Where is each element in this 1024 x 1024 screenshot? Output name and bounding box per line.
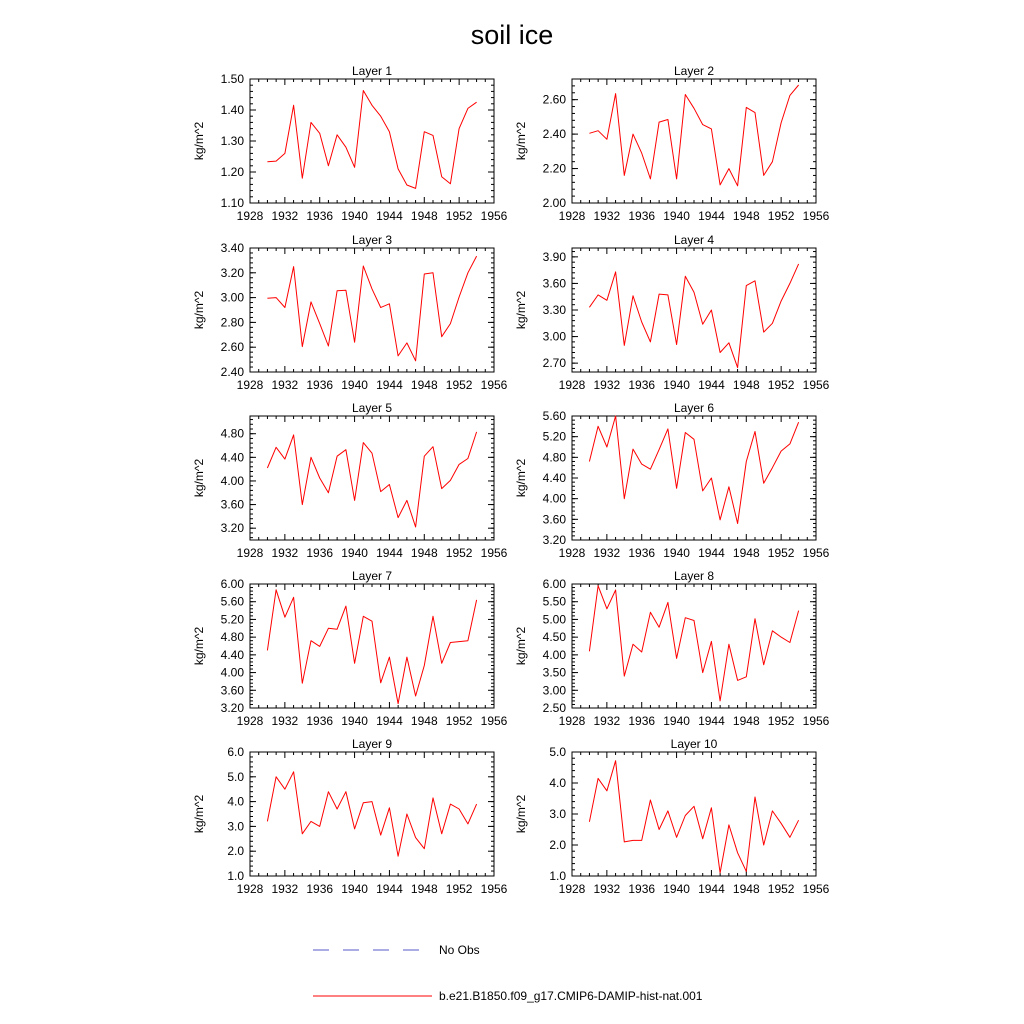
y-tick-label: 3.60	[220, 497, 244, 512]
x-tick-label: 1928	[236, 546, 264, 560]
y-tick-label: 2.20	[542, 161, 566, 176]
plot-frame	[250, 584, 494, 708]
y-tick-label: 4.00	[220, 665, 244, 680]
x-tick-label: 1956	[480, 209, 508, 223]
x-tick-label: 1948	[410, 882, 438, 896]
y-tick-label: 4.00	[542, 491, 566, 506]
x-tick-label: 1948	[732, 209, 760, 223]
y-tick-label: 4.00	[220, 473, 244, 488]
y-tick-label: 2.80	[220, 315, 244, 330]
series-line	[589, 264, 798, 368]
y-tick-label: 6.00	[220, 577, 244, 591]
x-tick-label: 1944	[376, 882, 403, 896]
y-tick-label: 3.00	[220, 290, 244, 305]
x-tick-label: 1932	[593, 714, 621, 728]
x-tick-label: 1936	[306, 714, 334, 728]
x-tick-label: 1936	[628, 546, 656, 560]
panel-title: Layer 9	[351, 737, 393, 751]
panel-title: Layer 7	[351, 569, 393, 583]
y-tick-label: 3.90	[542, 249, 566, 264]
x-tick-label: 1956	[802, 714, 830, 728]
y-axis-label: kg/m^2	[514, 290, 528, 330]
x-tick-label: 1952	[767, 378, 795, 392]
panel-layer-4	[514, 233, 830, 392]
y-tick-label: 2.60	[220, 340, 244, 355]
y-axis-label: kg/m^2	[192, 794, 206, 834]
y-tick-label: 4.40	[220, 450, 244, 465]
x-tick-label: 1936	[306, 378, 334, 392]
x-tick-label: 1956	[802, 882, 830, 896]
x-tick-label: 1932	[271, 378, 299, 392]
y-tick-label: 3.0	[549, 807, 566, 821]
y-tick-label: 2.50	[542, 701, 566, 715]
y-tick-label: 3.60	[220, 683, 244, 698]
x-tick-label: 1944	[698, 378, 725, 392]
x-tick-label: 1952	[445, 714, 473, 728]
x-tick-label: 1932	[593, 209, 621, 223]
y-axis-label: kg/m^2	[192, 626, 206, 666]
panel-layer-1	[192, 64, 508, 223]
y-tick-label: 3.00	[542, 683, 566, 698]
x-tick-label: 1952	[445, 546, 473, 560]
y-tick-label: 3.60	[542, 276, 566, 291]
y-tick-label: 3.20	[220, 265, 244, 280]
panel-title: Layer 10	[670, 737, 718, 751]
panel-title: Layer 5	[351, 401, 393, 415]
x-tick-label: 1940	[341, 882, 368, 896]
x-tick-label: 1952	[445, 209, 473, 223]
y-tick-label: 6.00	[542, 577, 566, 591]
y-tick-label: 4.40	[220, 647, 244, 662]
y-tick-label: 1.20	[220, 165, 244, 179]
plot-frame	[250, 248, 494, 372]
series-line	[267, 432, 476, 527]
x-tick-label: 1932	[271, 546, 299, 560]
x-tick-label: 1932	[593, 378, 621, 392]
x-tick-label: 1948	[732, 378, 760, 392]
x-tick-label: 1936	[306, 209, 334, 223]
x-tick-label: 1936	[628, 714, 656, 728]
panel-layer-2	[514, 64, 830, 223]
y-tick-label: 3.20	[220, 521, 244, 536]
x-tick-label: 1940	[663, 546, 690, 560]
series-line	[589, 586, 798, 701]
y-tick-label: 2.60	[542, 92, 566, 107]
x-tick-label: 1944	[698, 209, 725, 223]
legend-label-no-obs: No Obs	[439, 943, 480, 957]
plot-frame	[572, 248, 816, 372]
y-tick-label: 2.40	[542, 127, 566, 142]
x-tick-label: 1932	[593, 882, 621, 896]
panel-title: Layer 3	[351, 233, 393, 247]
y-axis-label: kg/m^2	[192, 290, 206, 330]
x-tick-label: 1928	[558, 882, 586, 896]
x-tick-label: 1956	[802, 546, 830, 560]
panel-title: Layer 6	[673, 401, 715, 415]
y-tick-label: 3.20	[220, 701, 244, 715]
plot-frame	[572, 416, 816, 540]
y-tick-label: 5.00	[542, 612, 566, 627]
y-tick-label: 3.20	[542, 533, 566, 547]
y-tick-label: 2.0	[549, 838, 566, 852]
x-tick-label: 1928	[236, 714, 264, 728]
y-tick-label: 5.20	[542, 429, 566, 444]
x-tick-label: 1952	[767, 882, 795, 896]
x-tick-label: 1936	[306, 546, 334, 560]
y-axis-label: kg/m^2	[192, 458, 206, 498]
y-tick-label: 4.50	[542, 630, 566, 645]
y-tick-label: 2.0	[227, 844, 244, 859]
x-tick-label: 1928	[236, 378, 264, 392]
x-tick-label: 1932	[593, 546, 621, 560]
y-tick-label: 3.30	[542, 303, 566, 317]
y-tick-label: 4.40	[542, 471, 566, 485]
series-line	[267, 91, 476, 189]
x-tick-label: 1928	[558, 546, 586, 560]
y-tick-label: 3.60	[542, 512, 566, 527]
plot-frame	[572, 584, 816, 708]
plot-frame	[250, 416, 494, 540]
panel-layer-9	[192, 737, 508, 896]
x-tick-label: 1944	[376, 209, 403, 223]
x-tick-label: 1948	[410, 209, 438, 223]
y-axis-label: kg/m^2	[514, 458, 528, 498]
x-tick-label: 1936	[306, 882, 334, 896]
x-tick-label: 1952	[445, 882, 473, 896]
x-tick-label: 1944	[376, 378, 403, 392]
y-tick-label: 3.40	[220, 241, 244, 255]
x-tick-label: 1956	[802, 378, 830, 392]
figure-title: soil ice	[470, 20, 554, 50]
y-tick-label: 1.40	[220, 103, 244, 117]
panel-layer-7	[192, 569, 508, 728]
x-tick-label: 1944	[698, 546, 725, 560]
y-tick-label: 5.50	[542, 594, 566, 609]
x-tick-label: 1948	[732, 882, 760, 896]
x-tick-label: 1940	[663, 209, 690, 223]
panel-title: Layer 1	[351, 64, 393, 78]
y-tick-label: 2.40	[220, 365, 244, 379]
y-tick-label: 1.0	[227, 869, 244, 883]
y-axis-label: kg/m^2	[514, 121, 528, 161]
panel-layer-3	[192, 233, 508, 392]
x-tick-label: 1948	[410, 378, 438, 392]
y-tick-label: 2.70	[542, 356, 566, 371]
panel-layer-5	[192, 401, 508, 560]
x-tick-label: 1932	[271, 209, 299, 223]
series-line	[267, 256, 476, 361]
x-tick-label: 1940	[663, 882, 690, 896]
x-tick-label: 1940	[341, 714, 368, 728]
y-tick-label: 5.0	[549, 745, 566, 759]
x-tick-label: 1928	[236, 209, 264, 223]
y-tick-label: 4.00	[542, 647, 566, 662]
y-axis-label: kg/m^2	[192, 121, 206, 161]
series-line	[589, 85, 798, 186]
y-axis-label: kg/m^2	[514, 626, 528, 666]
x-tick-label: 1928	[558, 378, 586, 392]
x-tick-label: 1932	[271, 882, 299, 896]
y-tick-label: 5.60	[542, 409, 566, 423]
x-tick-label: 1928	[558, 209, 586, 223]
legend-label-model-run: b.e21.B1850.f09_g17.CMIP6-DAMIP-hist-nat.001	[439, 989, 703, 1003]
panel-layer-8	[514, 569, 830, 728]
y-tick-label: 4.80	[220, 630, 244, 645]
plot-frame	[572, 79, 816, 203]
y-tick-label: 3.0	[227, 819, 244, 834]
x-tick-label: 1948	[732, 714, 760, 728]
y-axis-label: kg/m^2	[514, 794, 528, 834]
x-tick-label: 1952	[767, 209, 795, 223]
x-tick-label: 1944	[376, 546, 403, 560]
panel-grid	[192, 64, 830, 896]
x-tick-label: 1940	[341, 546, 368, 560]
x-tick-label: 1948	[410, 546, 438, 560]
panel-title: Layer 4	[673, 233, 715, 247]
x-tick-label: 1956	[480, 714, 508, 728]
series-line	[589, 416, 798, 524]
y-tick-label: 5.0	[227, 769, 244, 784]
x-tick-label: 1944	[698, 882, 725, 896]
x-tick-label: 1940	[341, 209, 368, 223]
x-tick-label: 1936	[628, 882, 656, 896]
y-tick-label: 4.0	[549, 776, 566, 790]
panel-layer-10	[514, 737, 830, 896]
panel-layer-6	[514, 401, 830, 560]
y-tick-label: 1.50	[220, 72, 244, 86]
series-line	[267, 772, 476, 856]
x-tick-label: 1944	[376, 714, 403, 728]
x-tick-label: 1956	[480, 882, 508, 896]
y-tick-label: 3.50	[542, 665, 566, 680]
y-tick-label: 4.80	[542, 450, 566, 465]
x-tick-label: 1936	[628, 209, 656, 223]
y-tick-label: 4.80	[220, 426, 244, 441]
y-tick-label: 5.20	[220, 612, 244, 627]
x-tick-label: 1932	[271, 714, 299, 728]
panel-title: Layer 8	[673, 569, 715, 583]
y-tick-label: 6.0	[227, 745, 244, 759]
y-tick-label: 4.0	[227, 794, 244, 809]
x-tick-label: 1956	[480, 378, 508, 392]
x-tick-label: 1928	[558, 714, 586, 728]
y-tick-label: 3.00	[542, 329, 566, 344]
plot-frame	[572, 752, 816, 876]
series-line	[267, 590, 476, 704]
legend	[313, 943, 703, 1003]
y-tick-label: 1.10	[220, 196, 244, 210]
x-tick-label: 1952	[445, 378, 473, 392]
y-tick-label: 1.30	[220, 134, 244, 148]
x-tick-label: 1956	[480, 546, 508, 560]
x-tick-label: 1928	[236, 882, 264, 896]
x-tick-label: 1956	[802, 209, 830, 223]
series-line	[589, 761, 798, 873]
y-tick-label: 2.00	[542, 196, 566, 210]
x-tick-label: 1948	[410, 714, 438, 728]
y-tick-label: 5.60	[220, 594, 244, 609]
x-tick-label: 1952	[767, 546, 795, 560]
panel-title: Layer 2	[673, 64, 715, 78]
x-tick-label: 1948	[732, 546, 760, 560]
x-tick-label: 1940	[341, 378, 368, 392]
x-tick-label: 1936	[628, 378, 656, 392]
x-tick-label: 1940	[663, 378, 690, 392]
x-tick-label: 1944	[698, 714, 725, 728]
x-tick-label: 1940	[663, 714, 690, 728]
plot-frame	[250, 752, 494, 876]
x-tick-label: 1952	[767, 714, 795, 728]
y-tick-label: 1.0	[549, 869, 566, 883]
